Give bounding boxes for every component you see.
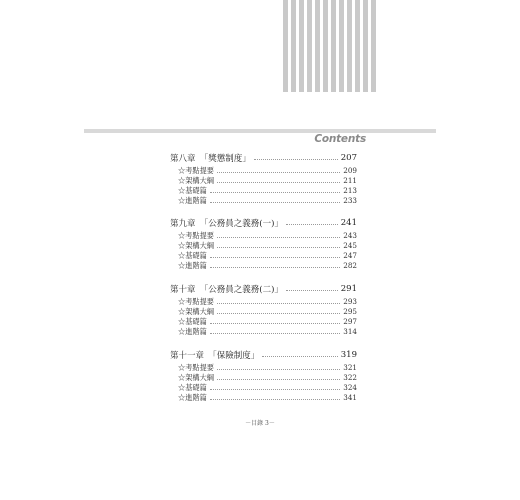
- toc-item-page: 324: [343, 383, 357, 392]
- toc-item-page: 295: [343, 307, 357, 316]
- chapter-title: 第十章 「公務員之義務(二)」: [170, 284, 283, 295]
- dot-leader: [262, 356, 338, 357]
- dot-leader: [217, 182, 340, 183]
- toc-item-page: 321: [343, 363, 357, 372]
- toc-item-label: ☆進階篇: [178, 392, 207, 402]
- dot-leader: [286, 224, 338, 225]
- dot-leader: [217, 172, 340, 173]
- toc-item-label: ☆考點提要: [178, 296, 214, 306]
- contents-heading: Contents: [314, 133, 366, 145]
- toc-item-label: ☆基礎篇: [178, 250, 207, 260]
- toc-item-label: ☆架構大綱: [178, 175, 214, 185]
- toc-item[interactable]: [178, 383, 357, 392]
- dot-leader: [254, 159, 338, 160]
- toc-item-page: 282: [343, 261, 357, 270]
- toc-item-label: ☆考點提要: [178, 362, 214, 372]
- toc-item-page: 213: [343, 186, 357, 195]
- toc-item[interactable]: [178, 261, 357, 270]
- toc-item[interactable]: [178, 186, 357, 195]
- toc-item-label: ☆考點提要: [178, 230, 214, 240]
- chapter-entry[interactable]: [170, 217, 357, 228]
- toc-item-label: ☆進階篇: [178, 195, 207, 205]
- decorative-stripe-block: [283, 0, 379, 92]
- dot-leader: [210, 202, 340, 203]
- toc-item-page: 293: [343, 297, 357, 306]
- toc-item-label: ☆架構大綱: [178, 240, 214, 250]
- toc-item-label: ☆基礎篇: [178, 316, 207, 326]
- toc-item-label: ☆考點提要: [178, 165, 214, 175]
- toc-item-page: 341: [343, 393, 357, 402]
- chapter-page-number: 241: [340, 217, 357, 228]
- toc-item-page: 211: [343, 176, 357, 185]
- chapter-entry[interactable]: [170, 349, 357, 360]
- chapter-entry[interactable]: [170, 152, 357, 163]
- dot-leader: [210, 333, 340, 334]
- chapter-entry[interactable]: [170, 283, 357, 294]
- toc-item-page: 233: [343, 196, 357, 205]
- toc-item-label: ☆基礎篇: [178, 185, 207, 195]
- toc-item-page: 322: [343, 373, 357, 382]
- toc-item[interactable]: [178, 373, 357, 382]
- dot-leader: [217, 237, 340, 238]
- toc-item[interactable]: [178, 327, 357, 336]
- dot-leader: [217, 313, 340, 314]
- chapter-page-number: 319: [340, 349, 357, 360]
- toc-item[interactable]: [178, 241, 357, 250]
- toc-item-page: 245: [343, 241, 357, 250]
- toc-item-page: 247: [343, 251, 357, 260]
- dot-leader: [217, 379, 340, 380]
- page-footer: －目錄 3－: [245, 420, 275, 427]
- chapter-title: 第九章 「公務員之義務(一)」: [170, 218, 283, 229]
- toc-item-label: ☆進階篇: [178, 326, 207, 336]
- dot-leader: [210, 192, 340, 193]
- dot-leader: [210, 389, 340, 390]
- dot-leader: [286, 290, 338, 291]
- chapter-title: 第十一章 「保險制度」: [170, 350, 260, 361]
- dot-leader: [217, 369, 340, 370]
- toc-item[interactable]: [178, 196, 357, 205]
- chapter-page-number: 207: [340, 152, 357, 163]
- dot-leader: [210, 323, 340, 324]
- toc-item[interactable]: [178, 393, 357, 402]
- toc-item[interactable]: [178, 363, 357, 372]
- header-rule: [84, 129, 436, 133]
- dot-leader: [210, 399, 340, 400]
- toc-item[interactable]: [178, 251, 357, 260]
- toc-item-page: 314: [343, 327, 357, 336]
- toc-item-label: ☆進階篇: [178, 260, 207, 270]
- toc-item-page: 243: [343, 231, 357, 240]
- toc-item-label: ☆架構大綱: [178, 306, 214, 316]
- chapter-page-number: 291: [340, 283, 357, 294]
- dot-leader: [217, 247, 340, 248]
- toc-item[interactable]: [178, 176, 357, 185]
- chapter-title: 第八章 「獎懲制度」: [170, 153, 251, 164]
- toc-item-label: ☆基礎篇: [178, 382, 207, 392]
- toc-item[interactable]: [178, 297, 357, 306]
- toc-item[interactable]: [178, 166, 357, 175]
- toc-item[interactable]: [178, 317, 357, 326]
- dot-leader: [210, 257, 340, 258]
- toc-item[interactable]: [178, 307, 357, 316]
- toc-item[interactable]: [178, 231, 357, 240]
- dot-leader: [217, 303, 340, 304]
- dot-leader: [210, 267, 340, 268]
- toc-item-page: 297: [343, 317, 357, 326]
- toc-item-page: 209: [343, 166, 357, 175]
- toc-item-label: ☆架構大綱: [178, 372, 214, 382]
